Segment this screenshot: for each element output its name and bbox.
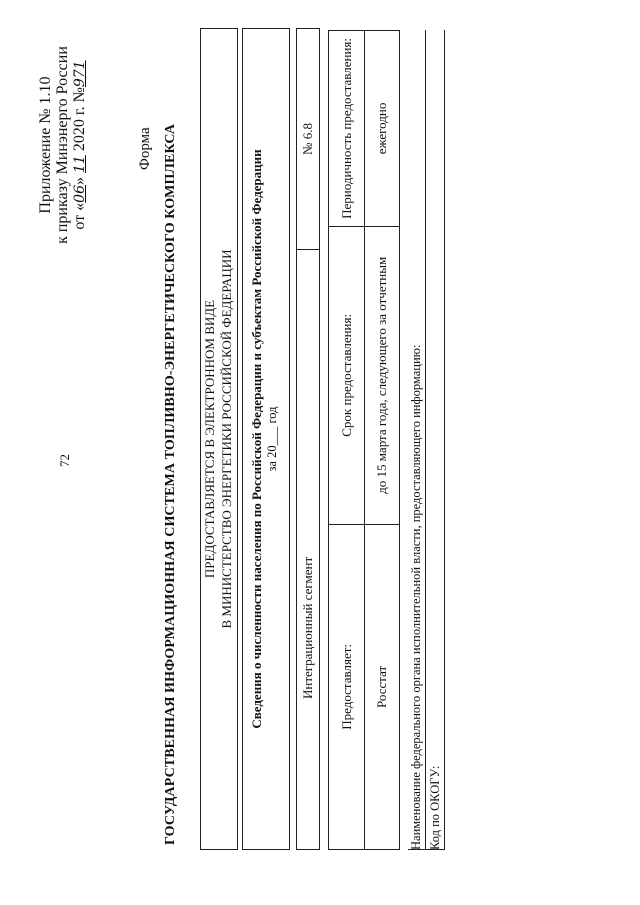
footer-left-border [408, 849, 445, 850]
cell-provider: Росстат [364, 524, 400, 849]
submission-notice-box [200, 28, 238, 850]
submission-line-1: ПРЕДОСТАВЛЯЕТСЯ В ЭЛЕКТРОННОМ ВИДЕ [202, 299, 217, 579]
handwritten-month: 11 [71, 155, 88, 173]
segment-row [296, 28, 320, 850]
form-title: Сведения о численности населения по Российской Федерации и субъектам Российской Федерации [249, 149, 264, 729]
submission-terms-table [328, 30, 400, 850]
handwritten-day: 06 [71, 185, 88, 203]
appendix-order: к приказу Минэнерго России [53, 46, 71, 244]
segment-number: № 6.8 [300, 123, 315, 155]
header-provider: Предоставляет: [329, 524, 365, 849]
form-title-box [242, 28, 290, 850]
form-period: за 20___ год [265, 406, 279, 472]
okogu-code-field: Код по ОКОГУ: [427, 30, 445, 850]
handwritten-order-number: 971 [71, 60, 88, 88]
authority-name-field: Наименование федерального органа исполнительной власти, предоставляющего информацию: [408, 30, 426, 850]
page-title: ГОСУДАРСТВЕННАЯ ИНФОРМАЦИОННАЯ СИСТЕМА ТОПЛИВНО-ЭНЕРГЕТИЧЕСКОГО КОМПЛЕКСА [163, 123, 178, 845]
segment-label: Интеграционный сегмент [297, 249, 319, 849]
date-year: 2020 г. № [70, 87, 88, 156]
date-prefix: от « [70, 202, 88, 230]
table-header-row [329, 31, 365, 850]
header-frequency: Периодичность предоставления: [329, 31, 365, 227]
header-deadline: Срок предоставления: [329, 226, 365, 524]
appendix-block [38, 25, 88, 265]
cell-deadline: до 15 марта года, следующего за отчетным [364, 226, 400, 524]
appendix-number: Приложение № 1.10 [37, 76, 54, 214]
date-mid: » [70, 173, 88, 185]
cell-frequency: ежегодно [364, 31, 400, 227]
table-row [364, 31, 400, 850]
submission-line-2: В МИНИСТЕРСТВО ЭНЕРГЕТИКИ РОССИЙСКОЙ ФЕДЕРАЦИИ [219, 249, 234, 629]
page-number: 72 [57, 454, 72, 467]
appendix-date-line [72, 25, 89, 265]
form-label: Форма [137, 127, 153, 170]
